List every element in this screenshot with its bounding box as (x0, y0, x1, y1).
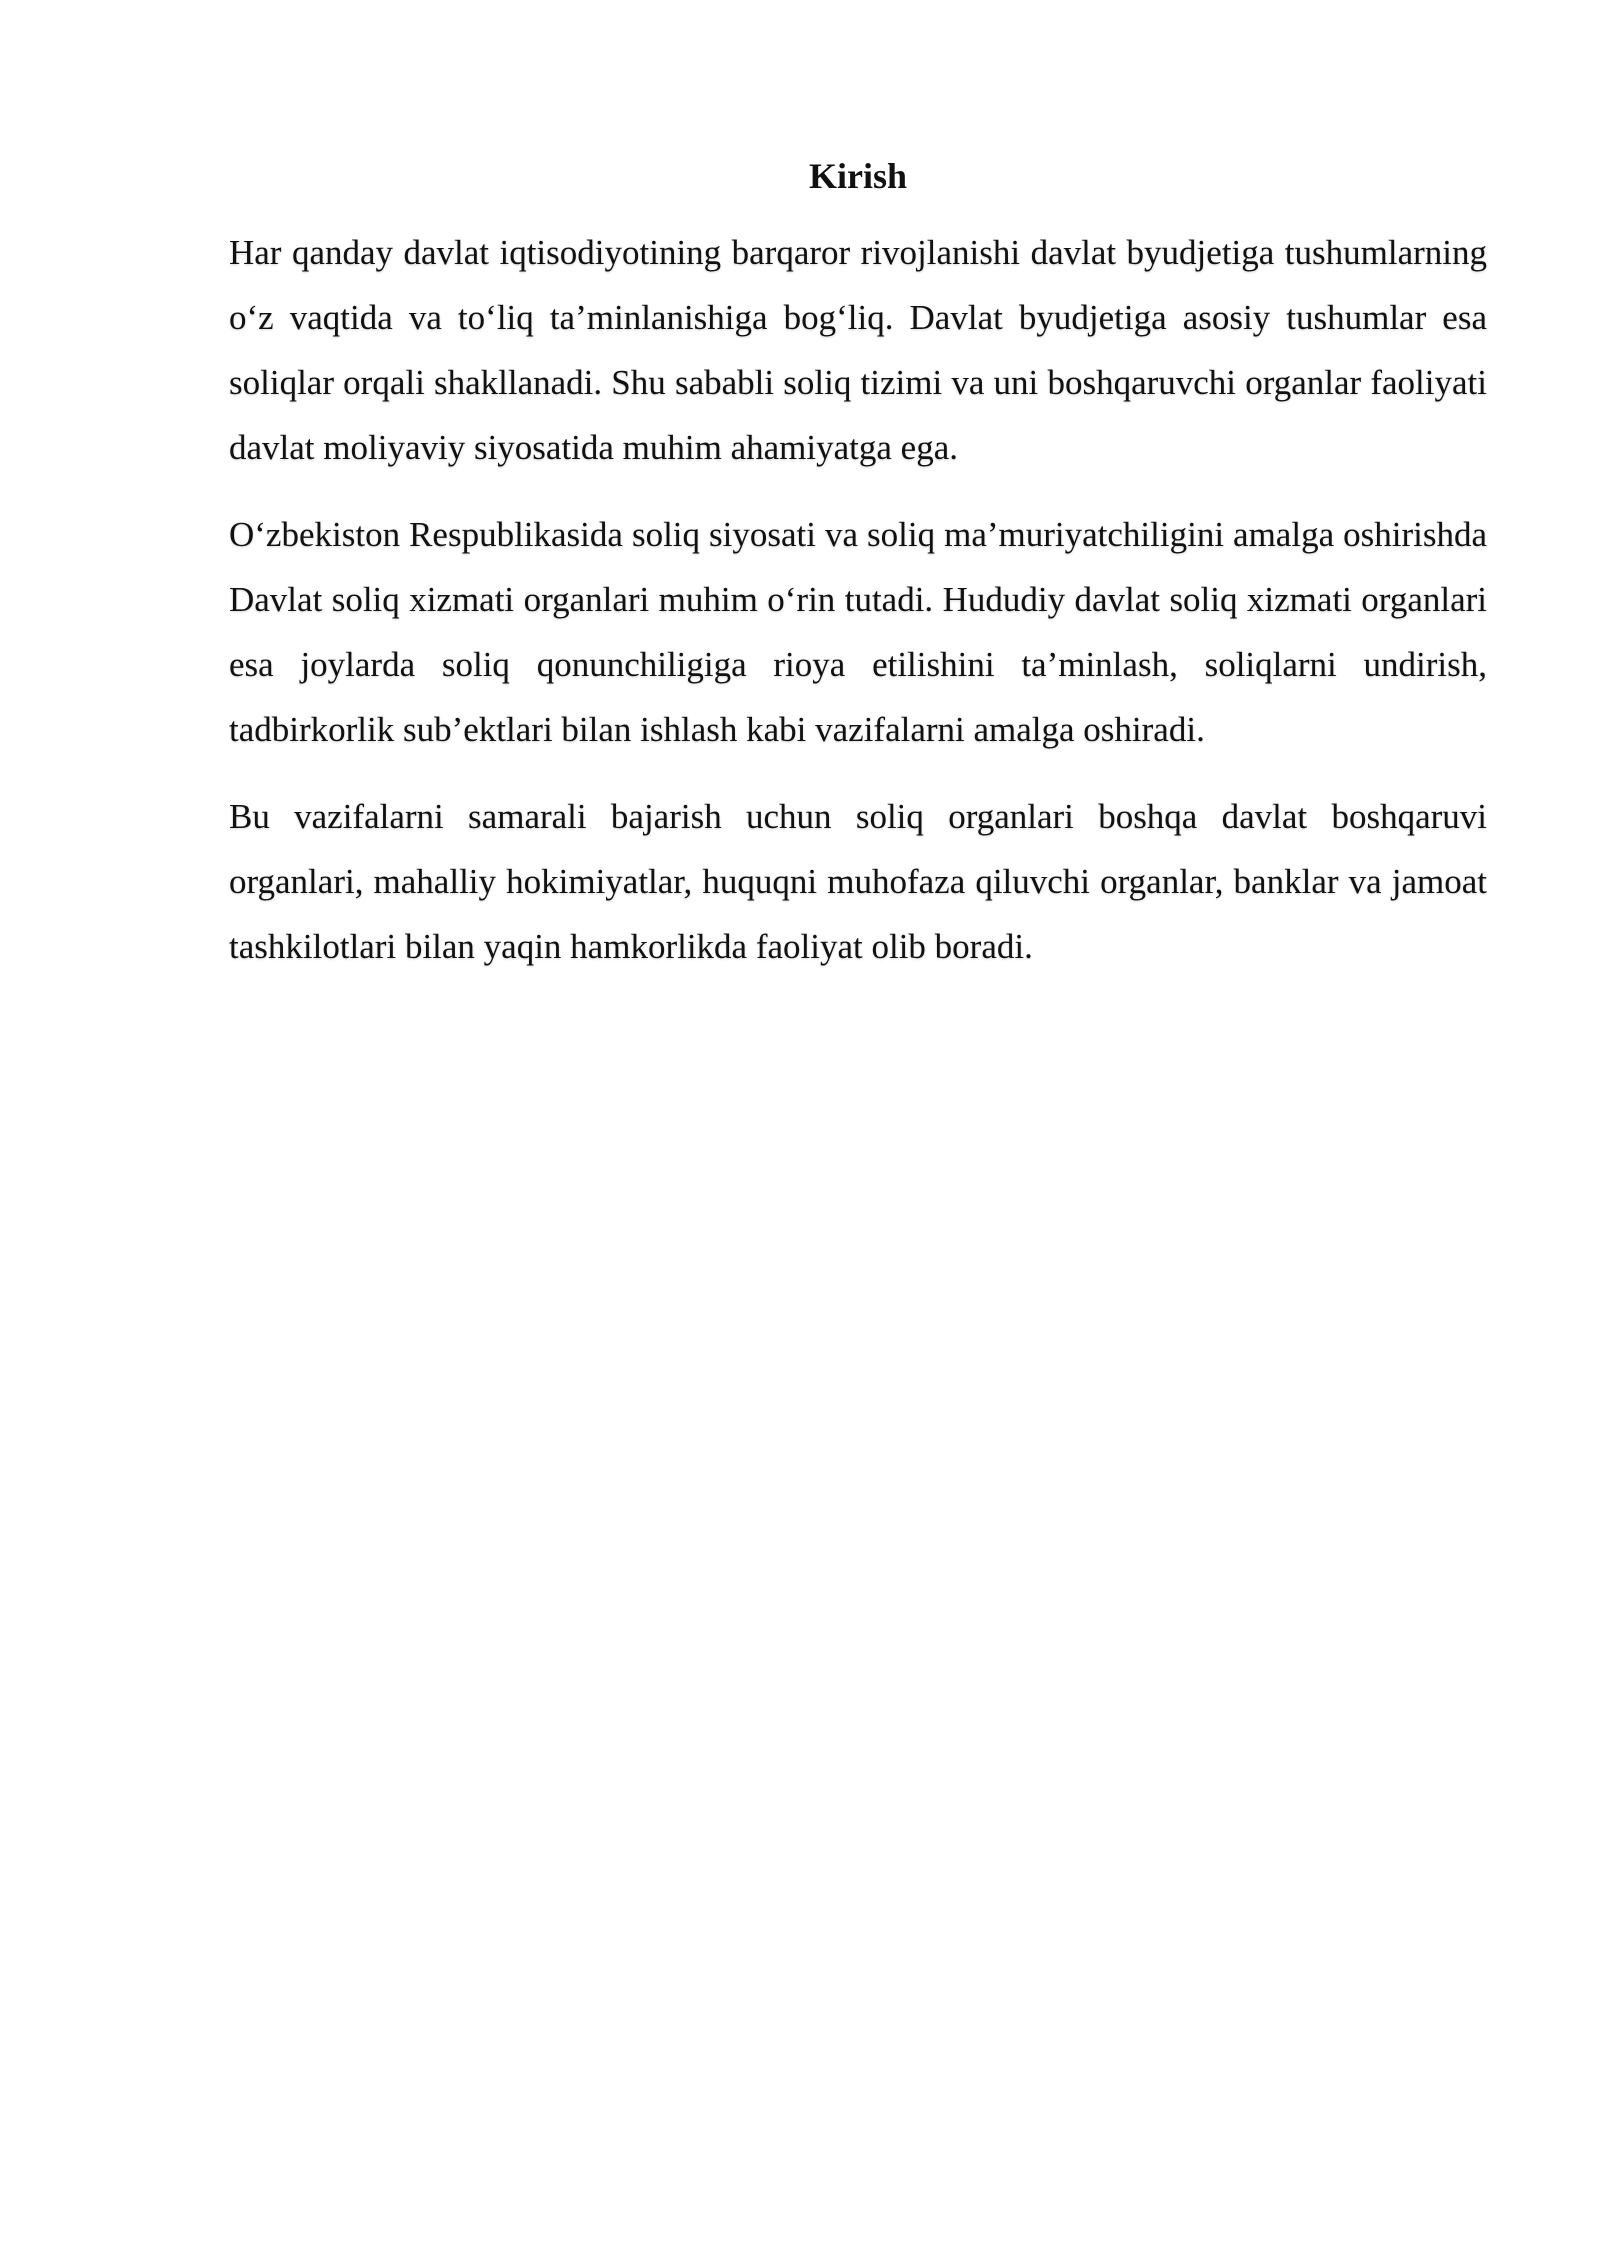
paragraph-3: Bu vazifalarni samarali bajarish uchun soliq organlari boshqa davlat boshqaruvi organlari, mahalliy hokimiyatlar, huquqni muhofaza qiluvchi organlar, banklar va jamoat tashkilotlari bilan yaqin hamkorlikda faoliyat olib boradi. (229, 797, 1487, 966)
paragraph-2: O‘zbekiston Respublikasida soliq siyosati va soliq ma’muriyatchiligini amalga oshirishda Davlat soliq xizmati organlari muhim o‘rin tutadi. Hududiy davlat soliq xizmati organlari esa joylarda soliq qonunchiligiga rioya etilishini ta’minlash, soliqlarni undirish, tadbirkorlik sub’ektlari bilan ishlash kabi vazifalarni amalga oshiradi. (229, 515, 1487, 749)
paragraph-1: Har qanday davlat iqtisodiyotining barqaror rivojlanishi davlat byudjetiga tushumlarning o‘z vaqtida va to‘liq ta’minlanishiga bog‘liq. Davlat byudjetiga asosiy tushumlar esa soliqlar orqali shakllanadi. Shu sababli soliq tizimi va uni boshqaruvchi organlar faoliyati davlat moliyaviy siyosatida muhim ahamiyatga ega. (229, 233, 1487, 467)
page-title: Kirish (808, 156, 907, 196)
document-body (229, 148, 1487, 1001)
